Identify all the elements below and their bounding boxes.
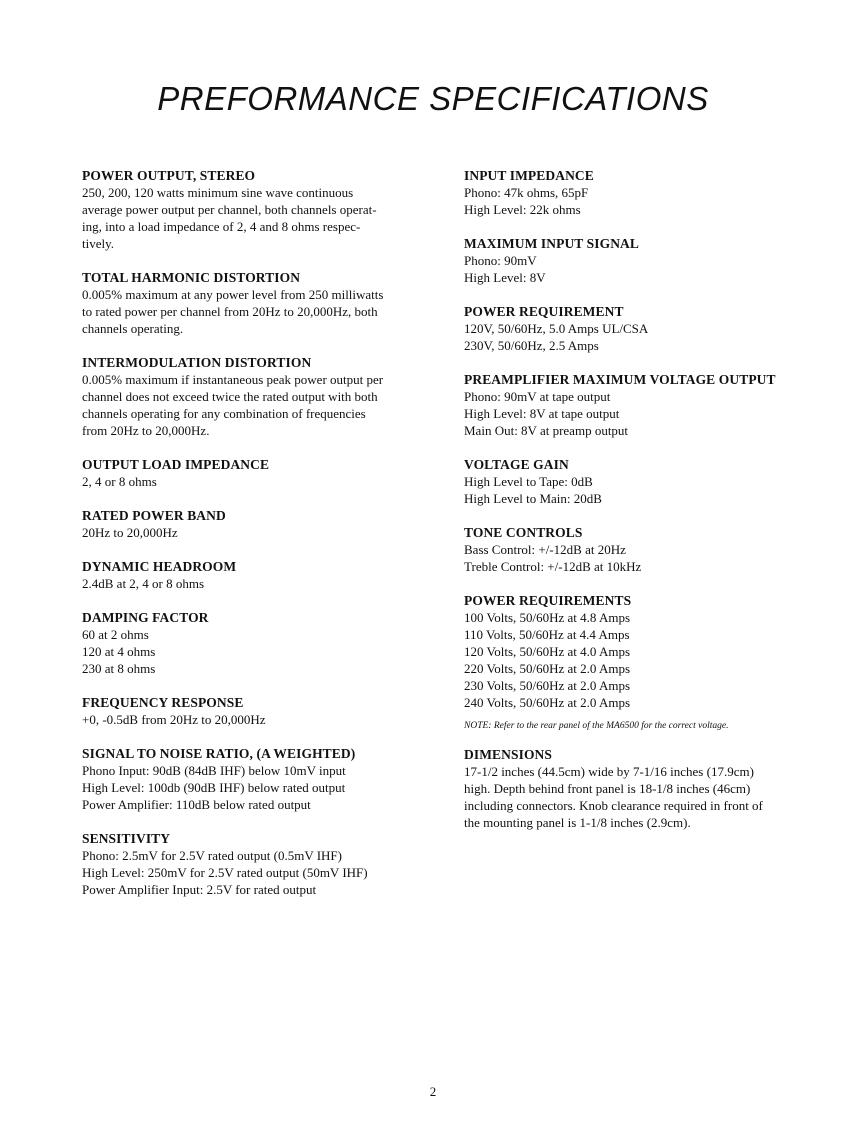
- right-column: [464, 167, 809, 848]
- spec-line: including connectors. Knob clearance required in front of: [464, 798, 763, 813]
- spec-line: 120 Volts, 50/60Hz at 4.0 Amps: [464, 644, 631, 659]
- spec-line: Phono: 47k ohms, 65pF: [464, 185, 589, 200]
- spec-line: Power Amplifier: 110dB below rated output: [82, 797, 311, 812]
- spec-tone-controls: [464, 524, 809, 575]
- spec-line: 230V, 50/60Hz, 2.5 Amps: [464, 338, 599, 353]
- section-heading: MAXIMUM INPUT SIGNAL: [464, 236, 640, 251]
- section-heading: OUTPUT LOAD IMPEDANCE: [82, 457, 270, 472]
- spec-line: 250, 200, 120 watts minimum sine wave continuous: [82, 185, 354, 200]
- section-heading: PREAMPLIFIER MAXIMUM VOLTAGE OUTPUT: [464, 372, 776, 387]
- spec-power-requirement: [464, 303, 809, 354]
- spec-input-impedance: [464, 167, 809, 218]
- section-heading: DIMENSIONS: [464, 747, 553, 762]
- spec-line: average power output per channel, both channels operat-: [82, 202, 377, 217]
- spec-line: 120 at 4 ohms: [82, 644, 156, 659]
- section-heading: DYNAMIC HEADROOM: [82, 559, 237, 574]
- spec-sensitivity: [82, 830, 427, 898]
- spec-dimensions: [464, 746, 809, 831]
- spec-line: 2, 4 or 8 ohms: [82, 474, 157, 489]
- spec-damping-factor: [82, 609, 427, 677]
- spec-line: 230 Volts, 50/60Hz at 2.0 Amps: [464, 678, 631, 693]
- spec-total-harmonic-distortion: [82, 269, 427, 337]
- section-heading: VOLTAGE GAIN: [464, 457, 569, 472]
- section-heading: SIGNAL TO NOISE RATIO, (A WEIGHTED): [82, 746, 356, 761]
- spec-line: channels operating for any combination of frequencies: [82, 406, 366, 421]
- section-heading: SENSITIVITY: [82, 831, 171, 846]
- spec-line: channels operating.: [82, 321, 184, 336]
- spec-line: to rated power per channel from 20Hz to 20,000Hz, both: [82, 304, 378, 319]
- spec-frequency-response: [82, 694, 427, 728]
- spec-line: 220 Volts, 50/60Hz at 2.0 Amps: [464, 661, 631, 676]
- spec-line: Phono Input: 90dB (84dB IHF) below 10mV input: [82, 763, 346, 778]
- voltage-note: NOTE: Refer to the rear panel of the MA6500 for the correct voltage.: [464, 721, 729, 731]
- section-heading: POWER REQUIREMENT: [464, 304, 624, 319]
- section-heading: INTERMODULATION DISTORTION: [82, 355, 312, 370]
- spec-voltage-gain: [464, 456, 809, 507]
- section-heading: INPUT IMPEDANCE: [464, 168, 594, 183]
- page-number: 2: [429, 1084, 437, 1099]
- spec-line: High Level: 22k ohms: [464, 202, 581, 217]
- section-heading: TOTAL HARMONIC DISTORTION: [82, 270, 301, 285]
- spec-line: tively.: [82, 236, 115, 251]
- spec-intermodulation-distortion: [82, 354, 427, 439]
- spec-line: Phono: 90mV at tape output: [464, 389, 611, 404]
- spec-line: from 20Hz to 20,000Hz.: [82, 423, 210, 438]
- spec-line: Main Out: 8V at preamp output: [464, 423, 629, 438]
- spec-power-requirements: [464, 592, 809, 711]
- spec-line: ing, into a load impedance of 2, 4 and 8 ohms respec-: [82, 219, 361, 234]
- section-heading: POWER OUTPUT, STEREO: [82, 168, 256, 183]
- spec-line: 110 Volts, 50/60Hz at 4.4 Amps: [464, 627, 630, 642]
- spec-line: Phono: 2.5mV for 2.5V rated output (0.5mV IHF): [82, 848, 342, 863]
- section-heading: TONE CONTROLS: [464, 525, 583, 540]
- spec-rated-power-band: [82, 507, 427, 541]
- spec-line: 0.005% maximum at any power level from 250 milliwatts: [82, 287, 384, 302]
- spec-line: High Level to Tape: 0dB: [464, 474, 593, 489]
- section-heading: FREQUENCY RESPONSE: [82, 695, 244, 710]
- section-heading: POWER REQUIREMENTS: [464, 593, 632, 608]
- spec-line: 120V, 50/60Hz, 5.0 Amps UL/CSA: [464, 321, 649, 336]
- spec-line: high. Depth behind front panel is 18-1/8 inches (46cm): [464, 781, 751, 796]
- spec-line: +0, -0.5dB from 20Hz to 20,000Hz: [82, 712, 266, 727]
- spec-line: High Level to Main: 20dB: [464, 491, 602, 506]
- spec-line: High Level: 250mV for 2.5V rated output (50mV IHF): [82, 865, 368, 880]
- spec-line: 60 at 2 ohms: [82, 627, 149, 642]
- spec-line: Bass Control: +/-12dB at 20Hz: [464, 542, 626, 557]
- spec-line: Phono: 90mV: [464, 253, 537, 268]
- spec-preamplifier-maximum-voltage-output: [464, 371, 809, 439]
- spec-line: 100 Volts, 50/60Hz at 4.8 Amps: [464, 610, 631, 625]
- spec-line: 20Hz to 20,000Hz: [82, 525, 178, 540]
- spec-dynamic-headroom: [82, 558, 427, 592]
- spec-line: 240 Volts, 50/60Hz at 2.0 Amps: [464, 695, 631, 710]
- spec-line: Treble Control: +/-12dB at 10kHz: [464, 559, 642, 574]
- section-heading: DAMPING FACTOR: [82, 610, 209, 625]
- page-title: PREFORMANCE SPECIFICATIONS: [157, 80, 709, 117]
- spec-line: Power Amplifier Input: 2.5V for rated output: [82, 882, 317, 897]
- spec-line: High Level: 8V at tape output: [464, 406, 620, 421]
- spec-line: 230 at 8 ohms: [82, 661, 156, 676]
- spec-line: High Level: 8V: [464, 270, 546, 285]
- spec-power-output: [82, 167, 427, 252]
- spec-line: High Level: 100db (90dB IHF) below rated output: [82, 780, 346, 795]
- spec-signal-to-noise-ratio: [82, 745, 427, 813]
- spec-maximum-input-signal: [464, 235, 809, 286]
- spec-line: the mounting panel is 1-1/8 inches (2.9cm).: [464, 815, 691, 830]
- spec-output-load-impedance: [82, 456, 427, 490]
- spec-line: channel does not exceed twice the rated output with both: [82, 389, 378, 404]
- spec-line: 0.005% maximum if instantaneous peak power output per: [82, 372, 384, 387]
- left-column: [82, 167, 427, 915]
- spec-line: 2.4dB at 2, 4 or 8 ohms: [82, 576, 205, 591]
- spec-line: 17-1/2 inches (44.5cm) wide by 7-1/16 inches (17.9cm): [464, 764, 754, 779]
- section-heading: RATED POWER BAND: [82, 508, 226, 523]
